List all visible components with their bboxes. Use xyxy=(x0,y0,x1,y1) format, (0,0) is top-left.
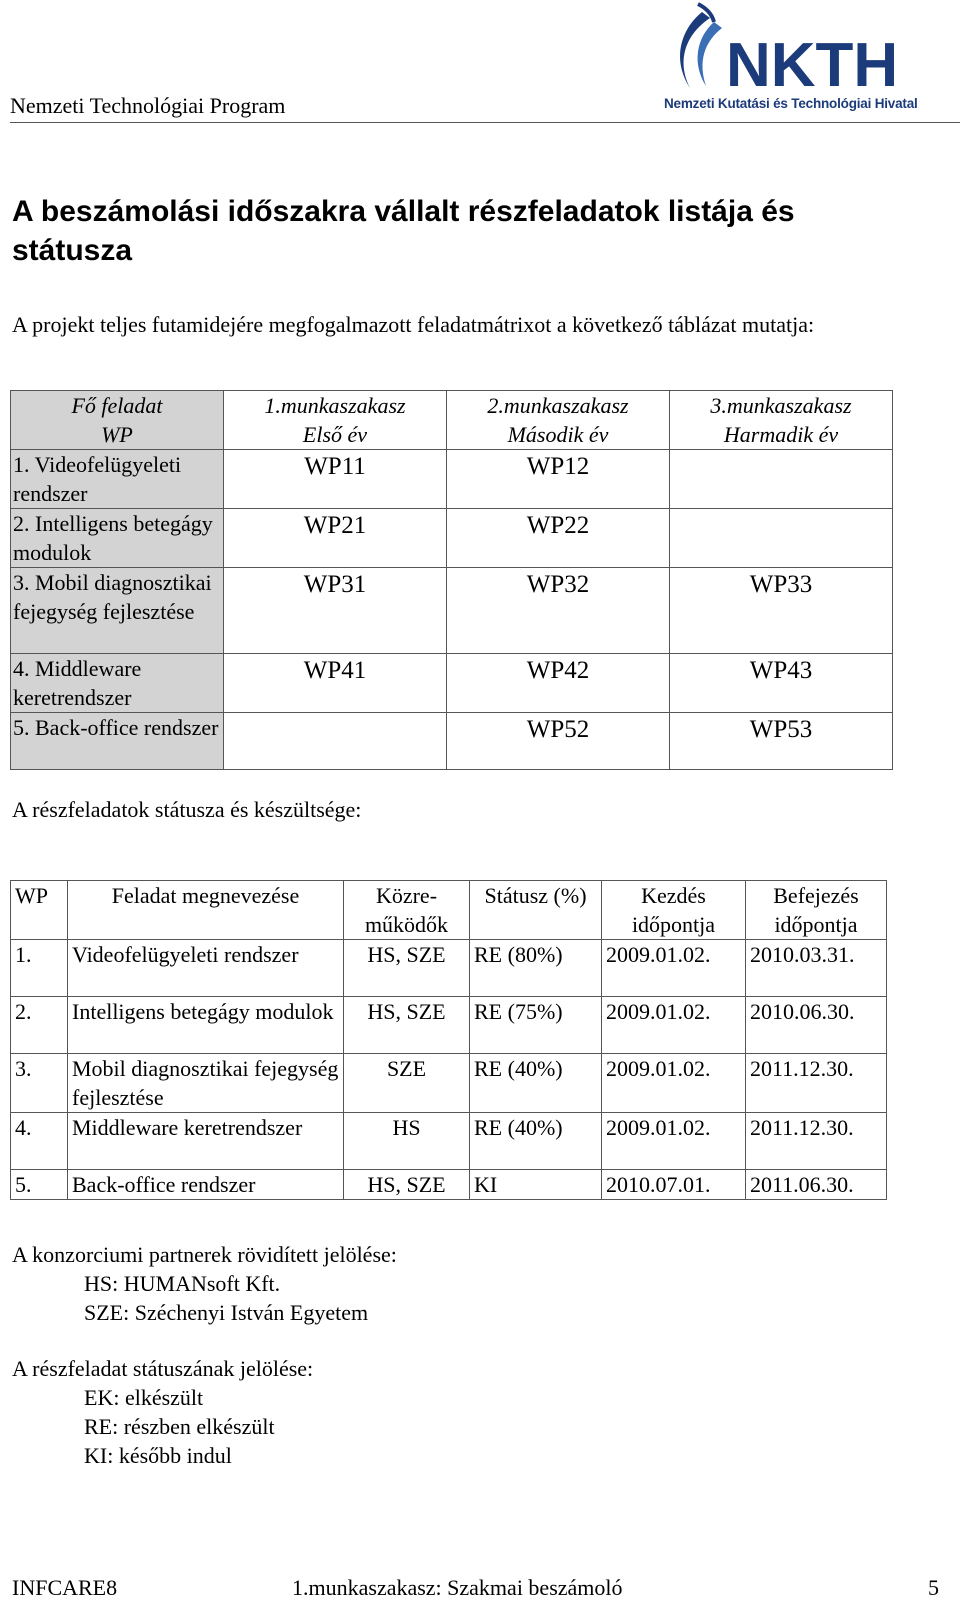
matrix-wp-cell: WP21 xyxy=(224,509,447,568)
matrix-task-cell: 5. Back-office rendszer xyxy=(11,713,224,770)
status-legend-title: A részfeladat státuszának jelölése: xyxy=(12,1356,314,1381)
table-row xyxy=(11,654,893,713)
status-value: KI xyxy=(470,1170,602,1200)
header-start-date: Kezdés időpontja xyxy=(602,881,746,940)
matrix-wp-cell: WP33 xyxy=(670,568,893,654)
matrix-wp-cell: WP11 xyxy=(224,450,447,509)
end-date: 2011.12.30. xyxy=(746,1113,887,1170)
matrix-header-year3: 3.munkaszakasz Harmadik év xyxy=(670,391,893,450)
end-date: 2011.12.30. xyxy=(746,1054,887,1113)
status-value: RE (40%) xyxy=(470,1113,602,1170)
header-partners: Közre-működők xyxy=(344,881,470,940)
header-divider xyxy=(10,122,960,123)
legend-item: EK: elkészült xyxy=(84,1385,204,1410)
matrix-wp-cell xyxy=(670,509,893,568)
matrix-header-year1: 1.munkaszakasz Első év xyxy=(224,391,447,450)
matrix-wp-cell: WP53 xyxy=(670,713,893,770)
end-date: 2010.03.31. xyxy=(746,940,887,997)
matrix-wp-cell: WP12 xyxy=(447,450,670,509)
start-date: 2010.07.01. xyxy=(602,1170,746,1200)
wp-number: 2. xyxy=(11,997,68,1054)
intro-text: A projekt teljes futamidejére megfogalmazott feladatmátrixot a következő táblázat mutatja: xyxy=(12,312,815,337)
task-name: Middleware keretrendszer xyxy=(68,1113,344,1170)
partners-legend-title: A konzorciumi partnerek rövidített jelölése: xyxy=(12,1242,397,1267)
logo-subtitle: Nemzeti Kutatási és Technológiai Hivatal xyxy=(664,96,918,111)
status-header-row xyxy=(11,881,887,940)
matrix-task-cell: 2. Intelligens betegágy modulok xyxy=(11,509,224,568)
task-matrix-table xyxy=(10,390,893,770)
matrix-wp-cell: WP41 xyxy=(224,654,447,713)
matrix-task-cell: 1. Videofelügyeleti rendszer xyxy=(11,450,224,509)
task-name: Mobil diagnosztikai fejegység fejlesztése xyxy=(68,1054,344,1113)
matrix-wp-cell xyxy=(670,450,893,509)
status-value: RE (75%) xyxy=(470,997,602,1054)
wp-number: 5. xyxy=(11,1170,68,1200)
header-task-name: Feladat megnevezése xyxy=(68,881,344,940)
logo-text: NKTH xyxy=(726,31,899,100)
footer-project-code: INFCARE8 xyxy=(12,1575,118,1600)
end-date: 2011.06.30. xyxy=(746,1170,887,1200)
wp-number: 3. xyxy=(11,1054,68,1113)
matrix-task-cell: 3. Mobil diagnosztikai fejegység fejlesztése xyxy=(11,568,224,654)
start-date: 2009.01.02. xyxy=(602,997,746,1054)
table-row xyxy=(11,997,887,1054)
legend-item: RE: részben elkészült xyxy=(84,1414,275,1439)
partners: HS, SZE xyxy=(344,940,470,997)
table-row xyxy=(11,509,893,568)
header-wp: WP xyxy=(11,881,68,940)
legend-item: HS: HUMANsoft Kft. xyxy=(84,1271,281,1296)
matrix-wp-cell: WP32 xyxy=(447,568,670,654)
program-name: Nemzeti Technológiai Program xyxy=(10,93,286,118)
matrix-wp-cell: WP43 xyxy=(670,654,893,713)
status-value: RE (80%) xyxy=(470,940,602,997)
partners-legend xyxy=(12,1240,397,1327)
footer-document-title: 1.munkaszakasz: Szakmai beszámoló xyxy=(292,1575,623,1600)
matrix-wp-cell xyxy=(224,713,447,770)
matrix-task-cell: 4. Middleware keretrendszer xyxy=(11,654,224,713)
table-row xyxy=(11,1170,887,1200)
table-row xyxy=(11,940,887,997)
wp-number: 4. xyxy=(11,1113,68,1170)
status-legend xyxy=(12,1354,313,1470)
matrix-header-task: Fő feladat WP xyxy=(11,391,224,450)
task-name: Videofelügyeleti rendszer xyxy=(68,940,344,997)
matrix-wp-cell: WP22 xyxy=(447,509,670,568)
footer-page-number: 5 xyxy=(928,1575,939,1600)
wp-number: 1. xyxy=(11,940,68,997)
legend-item: SZE: Széchenyi István Egyetem xyxy=(84,1300,369,1325)
status-table xyxy=(10,880,887,1200)
partners: SZE xyxy=(344,1054,470,1113)
table-row xyxy=(11,713,893,770)
legend-item: KI: később indul xyxy=(84,1443,232,1468)
matrix-wp-cell: WP52 xyxy=(447,713,670,770)
nkth-logo xyxy=(662,0,960,118)
header-status: Státusz (%) xyxy=(470,881,602,940)
status-value: RE (40%) xyxy=(470,1054,602,1113)
table-row xyxy=(11,1113,887,1170)
page-title: A beszámolási időszakra vállalt részfeladatok listája és státusza xyxy=(12,195,795,267)
partners: HS, SZE xyxy=(344,1170,470,1200)
table-row xyxy=(11,1054,887,1113)
matrix-header-year2: 2.munkaszakasz Második év xyxy=(447,391,670,450)
matrix-wp-cell: WP31 xyxy=(224,568,447,654)
matrix-header-row xyxy=(11,391,893,450)
table-row xyxy=(11,568,893,654)
end-date: 2010.06.30. xyxy=(746,997,887,1054)
status-intro-text: A részfeladatok státusza és készültsége: xyxy=(12,797,362,822)
start-date: 2009.01.02. xyxy=(602,1054,746,1113)
partners: HS, SZE xyxy=(344,997,470,1054)
task-name: Back-office rendszer xyxy=(68,1170,344,1200)
header-end-date: Befejezés időpontja xyxy=(746,881,887,940)
partners: HS xyxy=(344,1113,470,1170)
matrix-wp-cell: WP42 xyxy=(447,654,670,713)
task-name: Intelligens betegágy modulok xyxy=(68,997,344,1054)
start-date: 2009.01.02. xyxy=(602,1113,746,1170)
table-row xyxy=(11,450,893,509)
start-date: 2009.01.02. xyxy=(602,940,746,997)
